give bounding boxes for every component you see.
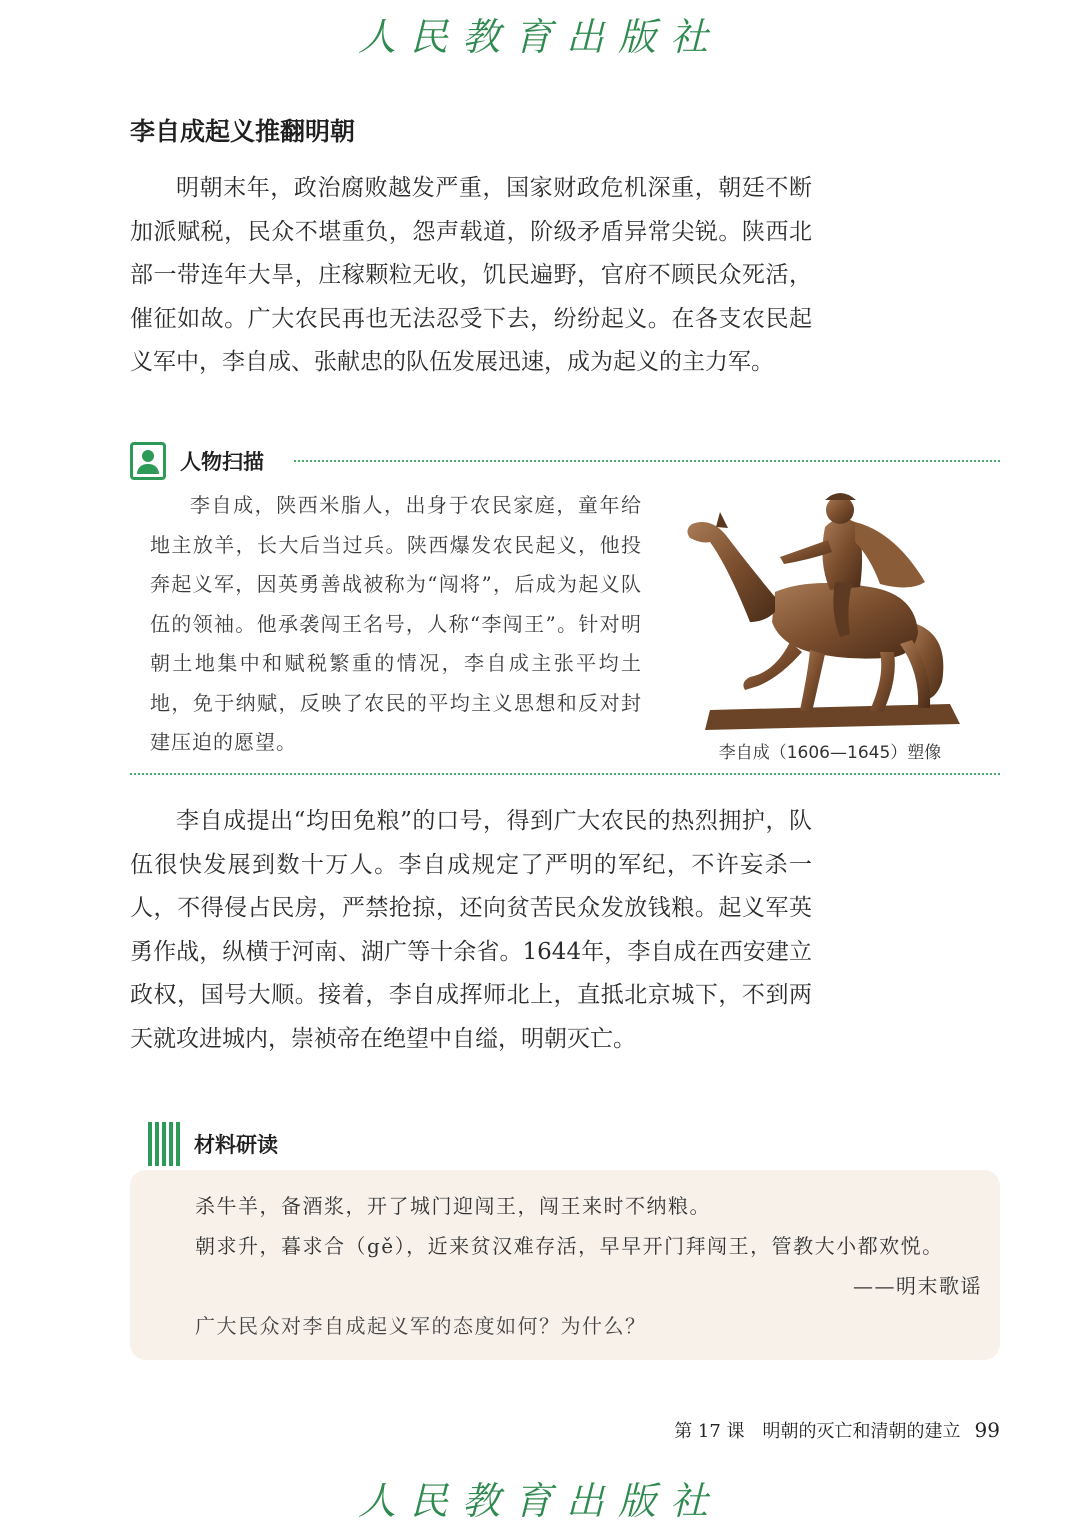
- section-title: 李自成起义推翻明朝: [130, 117, 356, 146]
- publisher-logo-top: 人民教育出版社: [357, 15, 722, 59]
- paragraph-uprising: 李自成提出“均田免粮”的口号，得到广大农民的热烈拥护，队伍很快发展到数十万人。李自成规定了严明的军纪，不许妄杀一人，不得侵占民房，严禁抢掠，还向贫苦民众发放钱粮。起义军英勇作战，纵横于河南、湖广等十余省。1644年，李自成在西安建立政权，国号大顺。接着，李自成挥师北上，直抵北京城下，不到两天就攻进城内，崇祯帝在绝望中自缢，明朝灭亡。: [130, 808, 812, 1052]
- lesson-title: 第 17 课 明朝的灭亡和清朝的建立: [674, 1421, 961, 1442]
- person-profile-text: 李自成，陕西米脂人，出身于农民家庭，童年给地主放羊，长大后当过兵。陕西爆发农民起义，他投奔起义军，因英勇善战被称为“闯将”，后成为起义队伍的领袖。他承袭闯王名号，人称“李闯王”。针对明朝土地集中和赋税繁重的情况，李自成主张平均土地，免于纳赋，反映了农民的平均主义思想和反对封建压迫的愿望。: [150, 493, 642, 754]
- books-icon: [148, 1122, 180, 1166]
- dotted-divider: [294, 460, 1000, 462]
- equestrian-statue-image: [680, 472, 970, 734]
- image-caption: 李自成（1606—1645）塑像: [718, 743, 942, 763]
- publisher-logo-bottom: 人民教育出版社: [357, 1479, 722, 1523]
- folk-song-source: ——明末歌谣: [853, 1274, 982, 1298]
- material-reading-header: [148, 1123, 278, 1165]
- material-question: 广大民众对李自成起义军的态度如何？为什么？: [195, 1314, 647, 1338]
- dotted-divider-bottom: [130, 773, 1000, 775]
- person-portrait-icon: [130, 442, 166, 480]
- page-number: 99: [974, 1418, 1000, 1442]
- paragraph-intro: 明朝末年，政治腐败越发严重，国家财政危机深重，朝廷不断加派赋税，民众不堪重负，怨声载道，阶级矛盾异常尖锐。陕西北部一带连年大旱，庄稼颗粒无收，饥民遍野，官府不顾民众死活，催征如故。广大农民再也无法忍受下去，纷纷起义。在各支农民起义军中，李自成、张献忠的队伍发展迅速，成为起义的主力军。: [130, 175, 812, 375]
- folk-song-line-2: 朝求升，暮求合（gě），近来贫汉难存活，早早开门拜闯王，管教大小都欢悦。: [195, 1234, 944, 1258]
- folk-song-line-1: 杀牛羊，备酒浆，开了城门迎闯王，闯王来时不纳粮。: [195, 1194, 711, 1218]
- page-footer: [674, 1417, 1000, 1443]
- person-scan-title: 人物扫描: [180, 450, 264, 474]
- material-reading-title: 材料研读: [194, 1133, 278, 1157]
